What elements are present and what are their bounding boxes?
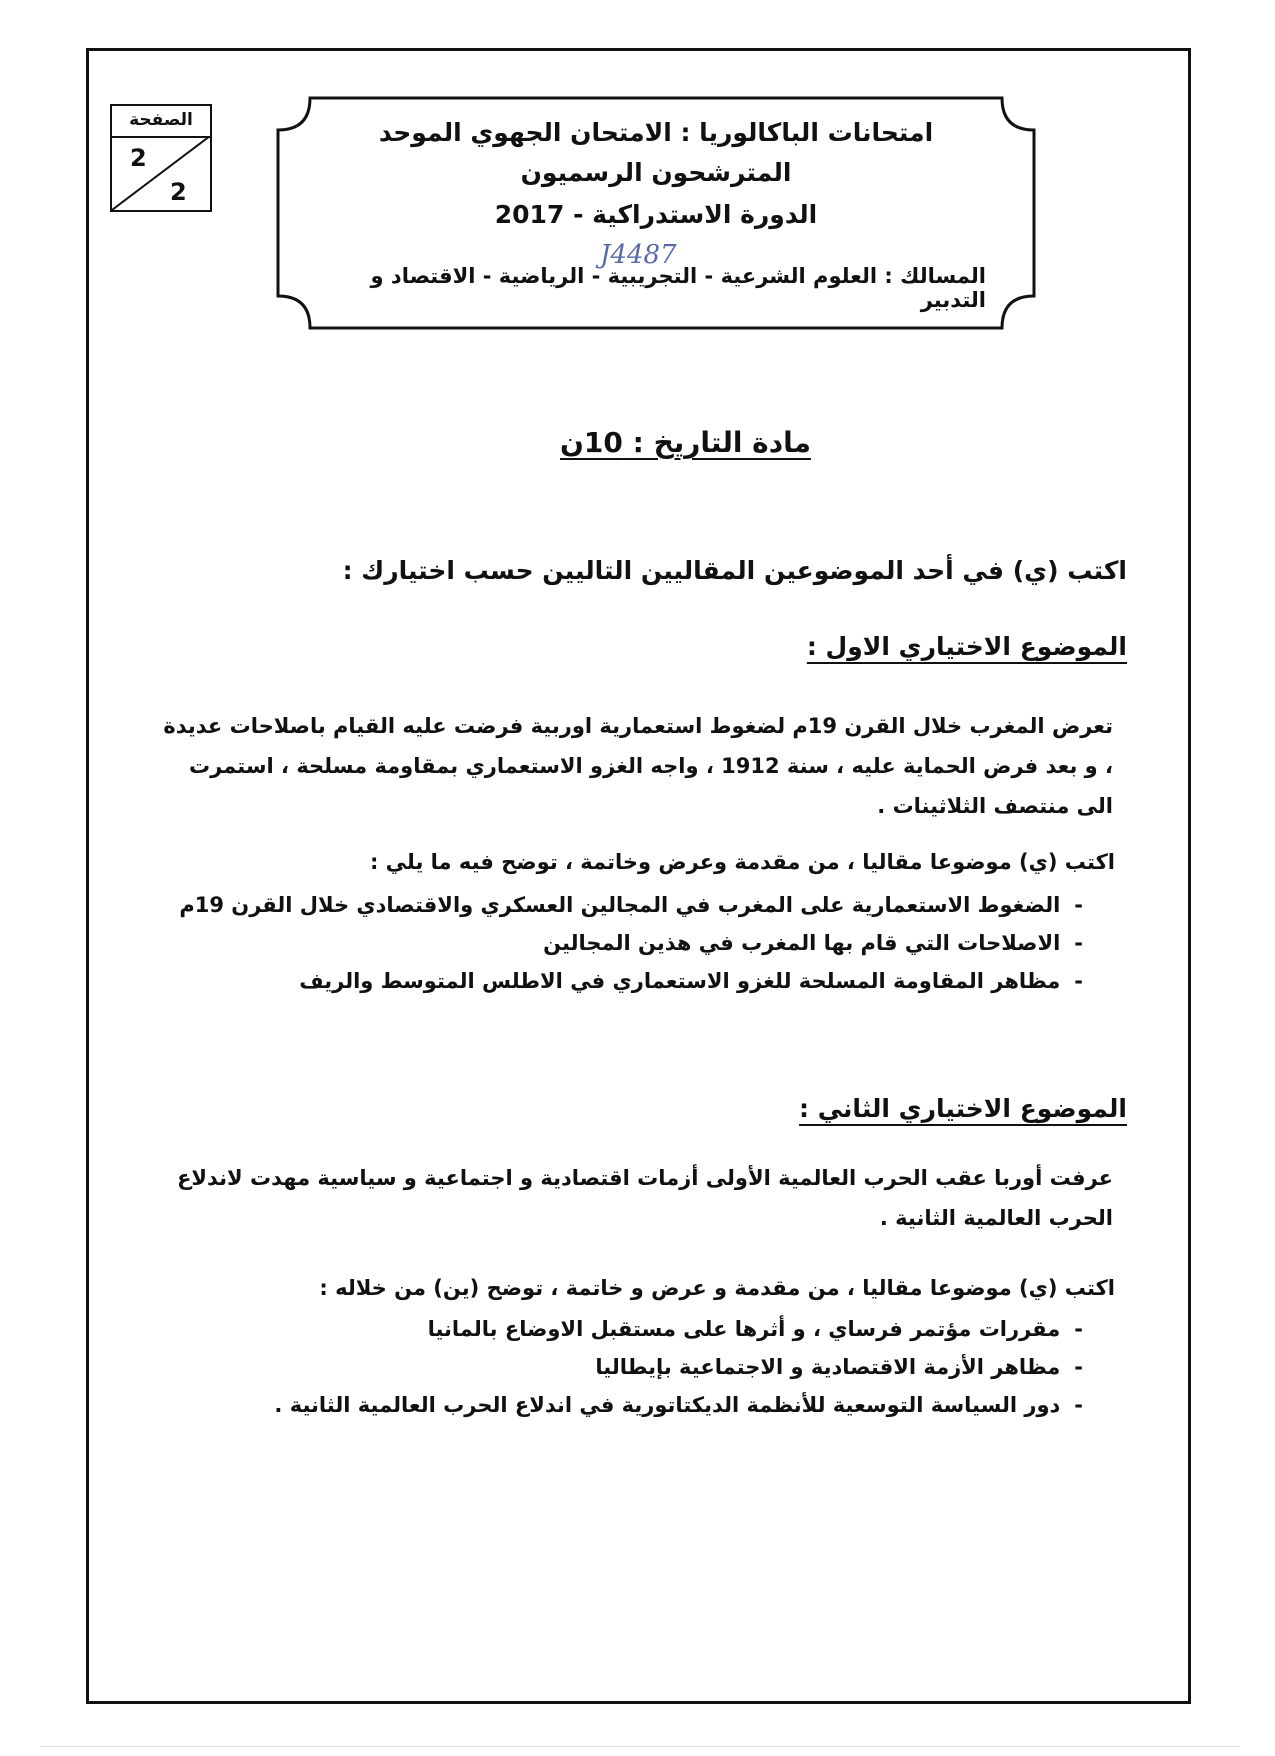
list-item: - الضغوط الاستعمارية على المغرب في المجالين العسكري والاقتصادي خلال القرن 19م: [179, 886, 1083, 924]
topic2-title: الموضوع الاختياري الثاني :: [799, 1094, 1127, 1123]
topic1-paragraph: تعرض المغرب خلال القرن 19م لضغوط استعمارية اوربية فرضت عليه القيام باصلاحات عديدة ، و بعد فرض الحماية عليه ، سنة 1912 ، واجه الغزو الاستعماري بمقاومة مسلحة ، استمرت الى منتصف الثلاثينات .: [163, 714, 1113, 818]
current-page-number: 2: [130, 144, 147, 172]
page-divider-slash: [112, 136, 210, 210]
general-instruction: اكتب (ي) في أحد الموضوعين المقاليين التاليين حسب اختيارك :: [342, 556, 1127, 585]
topic1-title: الموضوع الاختياري الاول :: [806, 632, 1127, 661]
total-pages-number: 2: [170, 178, 187, 206]
scan-edge-line: [40, 1746, 1240, 1747]
tracks-line: المسالك : العلوم الشرعية - التجريبية - الرياضية - الاقتصاد و التدبير: [370, 264, 986, 312]
handwritten-note: J4487: [600, 240, 677, 270]
list-item: - مظاهر المقاومة المسلحة للغزو الاستعماري في الاطلس المتوسط والريف: [179, 962, 1083, 1000]
list-item: - مقررات مؤتمر فرساي ، و أثرها على مستقبل الاوضاع بالمانيا: [274, 1310, 1083, 1348]
list-item: - الاصلاحات التي قام بها المغرب في هذين المجالين: [179, 924, 1083, 962]
subject-title: مادة التاريخ : 10ن: [560, 426, 811, 459]
page-number-box: [110, 104, 212, 212]
exam-title: امتحانات الباكالوريا : الامتحان الجهوي الموحد: [378, 118, 934, 147]
session-line: الدورة الاستدراكية - 2017: [494, 200, 818, 229]
candidates-line: المترشحون الرسميون: [520, 158, 792, 187]
list-item: - مظاهر الأزمة الاقتصادية و الاجتماعية بإيطاليا: [274, 1348, 1083, 1386]
page-label: الصفحة: [112, 106, 210, 138]
topic1-items: [179, 886, 1083, 1000]
topic2-lead: اكتب (ي) موضوعا مقاليا ، من مقدمة و عرض و خاتمة ، توضح (ين) من خلاله :: [319, 1276, 1115, 1300]
topic2-items: [274, 1310, 1083, 1424]
topic2-paragraph: عرفت أوربا عقب الحرب العالمية الأولى أزمات اقتصادية و اجتماعية و سياسية مهدت لاندلاع الحرب العالمية الثانية .: [177, 1166, 1113, 1230]
topic1-lead: اكتب (ي) موضوعا مقاليا ، من مقدمة وعرض وخاتمة ، توضح فيه ما يلي :: [369, 850, 1115, 874]
exam-header: [276, 96, 1036, 332]
list-item: - دور السياسة التوسعية للأنظمة الديكتاتورية في اندلاع الحرب العالمية الثانية .: [274, 1386, 1083, 1424]
